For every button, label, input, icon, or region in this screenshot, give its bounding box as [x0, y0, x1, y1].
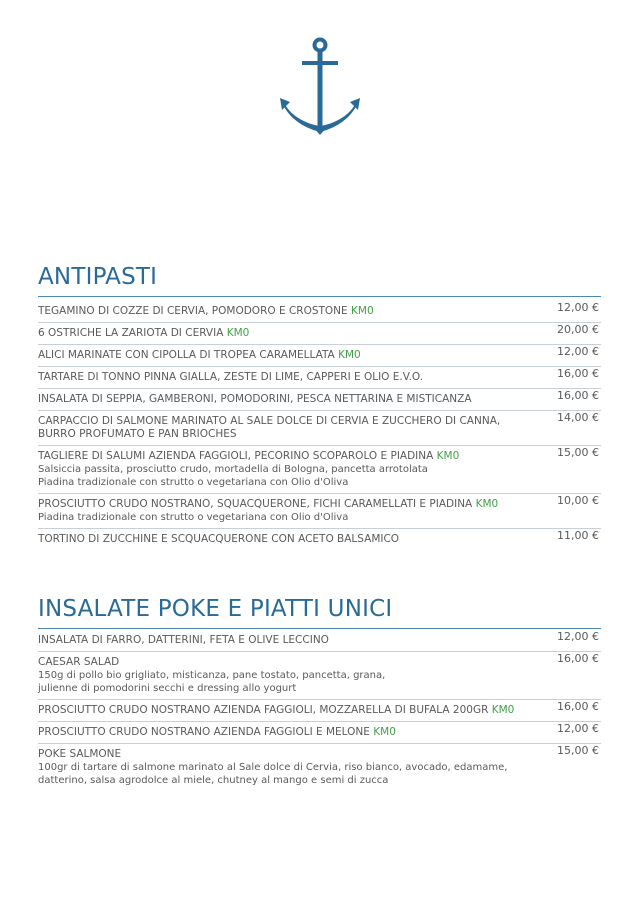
menu-list [38, 629, 601, 791]
item-description: Piadina tradizionale con strutto o vegetariana con Olio d'Oliva [38, 512, 349, 523]
km0-badge: KM0 [491, 704, 515, 716]
item-name: INSALATA DI FARRO, DATTERINI, FETA E OLIVE LECCINO [38, 634, 329, 646]
item-name: INSALATA DI SEPPIA, GAMBERONI, POMODORINI, PESCA NETTARINA E MISTICANZA [38, 393, 472, 405]
item-price: 16,00 € [557, 652, 599, 665]
item-price: 11,00 € [557, 529, 599, 542]
item-price: 10,00 € [557, 494, 599, 507]
menu-item [38, 411, 601, 446]
menu-item [38, 744, 601, 791]
item-price: 16,00 € [557, 367, 599, 380]
item-price: 15,00 € [557, 446, 599, 459]
menu-item [38, 652, 601, 700]
menu-item [38, 630, 601, 652]
item-price: 12,00 € [557, 722, 599, 735]
menu-item [38, 301, 601, 323]
km0-badge: KM0 [338, 349, 361, 361]
item-name: TEGAMINO DI COZZE DI CERVIA, POMODORO E CROSTONE [38, 305, 348, 317]
menu-item [38, 345, 601, 367]
anchor-icon [278, 36, 362, 136]
item-description: datterino, salsa agrodolce al miele, chutney al mango e semi di zucca [38, 775, 389, 786]
item-name: POKE SALMONE [38, 748, 122, 760]
menu-item [38, 722, 601, 744]
item-description: julienne di pomodorini secchi e dressing allo yogurt [38, 683, 297, 694]
item-price: 20,00 € [557, 323, 599, 336]
item-price: 16,00 € [557, 700, 599, 713]
item-description: Salsiccia passita, prosciutto crudo, mortadella di Bologna, pancetta arrotolata [38, 464, 428, 475]
item-name: ALICI MARINATE CON CIPOLLA DI TROPEA CARAMELLATA [38, 349, 335, 361]
item-price: 16,00 € [557, 389, 599, 402]
menu-item [38, 446, 601, 494]
section-title: INSALATE POKE E PIATTI UNICI [38, 596, 601, 629]
item-name: CAESAR SALAD [38, 656, 120, 668]
menu-list [38, 297, 601, 550]
item-description: 150g di pollo bio grigliato, misticanza, pane tostato, pancetta, grana, [38, 670, 386, 681]
menu-item [38, 323, 601, 345]
item-description: Piadina tradizionale con strutto o vegetariana con Olio d'Oliva [38, 477, 349, 488]
item-name: TAGLIERE DI SALUMI AZIENDA FAGGIOLI, PECORINO SCOPAROLO E PIADINA [38, 450, 434, 462]
menu-item [38, 389, 601, 411]
menu-item [38, 700, 601, 722]
km0-badge: KM0 [351, 305, 374, 317]
item-price: 12,00 € [557, 630, 599, 643]
km0-badge: KM0 [373, 726, 396, 738]
item-name: PROSCIUTTO CRUDO NOSTRANO, SQUACQUERONE, FICHI CARAMELLATI E PIADINA [38, 498, 473, 510]
km0-badge: KM0 [436, 450, 460, 462]
section-insalate [38, 596, 601, 791]
item-price: 12,00 € [557, 345, 599, 358]
anchor-logo [278, 36, 362, 136]
menu-item [38, 529, 601, 550]
item-name: PROSCIUTTO CRUDO NOSTRANO AZIENDA FAGGIOLI, MOZZARELLA DI BUFALA 200GR [38, 704, 489, 716]
item-price: 12,00 € [557, 301, 599, 314]
menu-item [38, 494, 601, 529]
item-name: CARPACCIO DI SALMONE MARINATO AL SALE DOLCE DI CERVIA E ZUCCHERO DI CANNA, [38, 415, 501, 427]
section-title: ANTIPASTI [38, 264, 601, 297]
item-name: TARTARE DI TONNO PINNA GIALLA, ZESTE DI LIME, CAPPERI E OLIO E.V.O. [38, 371, 424, 383]
item-name-line2: BURRO PROFUMATO E PAN BRIOCHES [38, 428, 237, 440]
item-name: TORTINO DI ZUCCHINE E SCQUACQUERONE CON ACETO BALSAMICO [38, 533, 400, 545]
section-antipasti [38, 264, 601, 550]
km0-badge: KM0 [475, 498, 499, 510]
item-price: 15,00 € [557, 744, 599, 757]
menu-item [38, 367, 601, 389]
item-price: 14,00 € [557, 411, 599, 424]
km0-badge: KM0 [226, 327, 250, 339]
item-name: PROSCIUTTO CRUDO NOSTRANO AZIENDA FAGGIOLI E MELONE [38, 726, 370, 738]
item-description: 100gr di tartare di salmone marinato al Sale dolce di Cervia, riso bianco, avocado, edamame, [38, 762, 508, 773]
item-name: 6 OSTRICHE LA ZARIOTA DI CERVIA [38, 327, 224, 339]
